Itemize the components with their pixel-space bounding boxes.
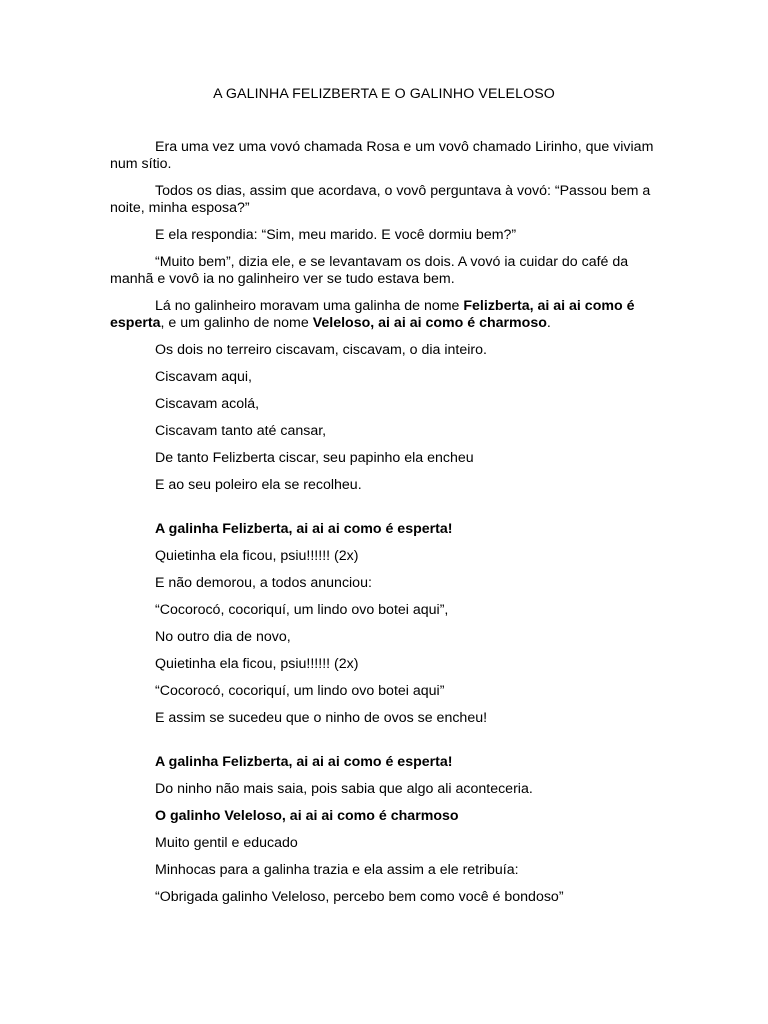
verse-line: De tanto Felizberta ciscar, seu papinho ela encheu <box>155 450 474 466</box>
verse-line: Ciscavam aqui, <box>155 369 252 385</box>
verse-line: Ciscavam tanto até cansar, <box>155 423 327 439</box>
henhouse-text-2: , e um galinho de nome <box>160 315 313 331</box>
story-body <box>110 139 670 916</box>
verse-line: Minhocas para a galinha trazia e ela assim a ele retribuía: <box>155 862 519 878</box>
verse-line: “Obrigada galinho Veleloso, percebo bem como você é bondoso” <box>155 889 564 905</box>
stanza-gap <box>110 504 670 521</box>
verse-line: No outro dia de novo, <box>155 629 291 645</box>
verse-line: E ao seu poleiro ela se recolheu. <box>155 477 362 493</box>
henhouse-text-1: Lá no galinheiro moravam uma galinha de nome <box>155 298 464 314</box>
verse-line: Quietinha ela ficou, psiu!!!!!! (2x) <box>155 656 359 672</box>
henhouse-text-3: . <box>546 315 551 331</box>
paragraph-intro: Era uma vez uma vovó chamada Rosa e um vovô chamado Lirinho, que viviam num sítio. <box>110 139 654 172</box>
verse-line: Muito gentil e educado <box>155 835 298 851</box>
verse-line: E assim se sucedeu que o ninho de ovos se encheu! <box>155 710 488 726</box>
verse-line: “Cocorocó, cocoriquí, um lindo ovo botei aqui” <box>155 683 445 699</box>
verse-line: Do ninho não mais saia, pois sabia que algo ali aconteceria. <box>155 781 533 797</box>
paragraph-henhouse <box>110 298 670 332</box>
verse-line: E não demorou, a todos anunciou: <box>155 575 372 591</box>
verse-line: Quietinha ela ficou, psiu!!!!!! (2x) <box>155 548 359 564</box>
verse-line: “Cocorocó, cocoriquí, um lindo ovo botei aqui”, <box>155 602 449 618</box>
verse-line: Os dois no terreiro ciscavam, ciscavam, o dia inteiro. <box>155 342 487 358</box>
verse-line: Ciscavam acolá, <box>155 396 260 412</box>
paragraph-question: Todos os dias, assim que acordava, o vovô perguntava à vovó: “Passou bem a noite, minha esposa?” <box>110 183 651 216</box>
felizberta-name: Felizberta, ai ai ai como é esperta <box>110 298 635 331</box>
refrain-heading: A galinha Felizberta, ai ai ai como é esperta! <box>155 754 453 770</box>
refrain-heading: A galinha Felizberta, ai ai ai como é esperta! <box>155 521 453 537</box>
paragraph-morning: “Muito bem”, dizia ele, e se levantavam os dois. A vovó ia cuidar do café da manhã e vovô ia no galinheiro ver se tudo estava bem. <box>110 254 629 287</box>
refrain-heading: O galinho Veleloso, ai ai ai como é charmoso <box>155 808 459 824</box>
paragraph-answer: E ela respondia: “Sim, meu marido. E você dormiu bem?” <box>155 227 517 243</box>
veleloso-name: Veleloso, ai ai ai como é charmoso <box>312 315 547 331</box>
story-title: A GALINHA FELIZBERTA E O GALINHO VELELOSO <box>213 86 555 102</box>
stanza-gap <box>110 737 670 754</box>
